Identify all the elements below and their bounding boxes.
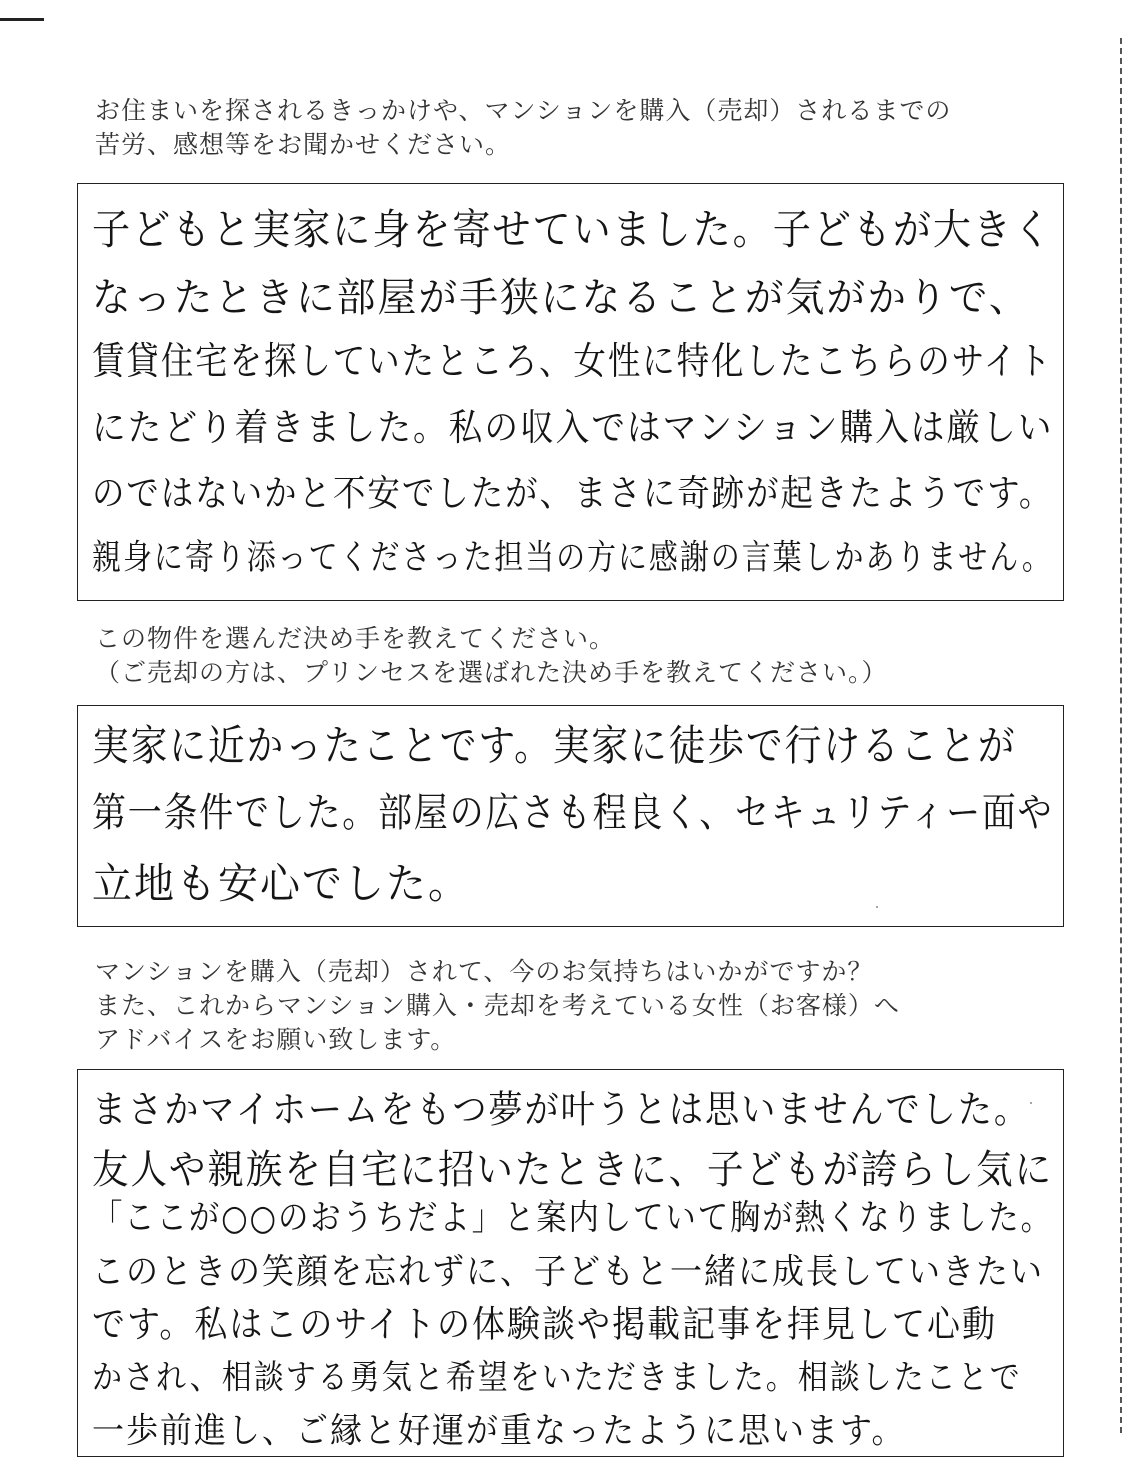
answer-3-line: かされ、相談する勇気と希望をいただきました。相談したことで (92, 1358, 1022, 1398)
answer-3-line: 「ここが○○のおうちだよ」と案内していて胸が熱くなりました。 (92, 1196, 1053, 1239)
scan-mark (0, 18, 44, 21)
answer-1-line: なったときに部屋が手狭になることが気がかりで、 (92, 274, 1030, 321)
answer-1-line: のではないかと不安でしたが、まさに奇跡が起きたようです。 (92, 471, 1054, 515)
answer-3-line: 友人や親族を自宅に招いたときに、子どもが誇らし気に (92, 1146, 1054, 1193)
answer-3-line: このときの笑顔を忘れずに、子どもと一緒に成長していきたい (92, 1250, 1045, 1293)
answer-3-line: まさかマイホームをもつ夢が叶うとは思いませんでした。 (92, 1089, 1030, 1133)
answer-1-line: 賃貸住宅を探していたところ、女性に特化したこちらのサイト (92, 340, 1053, 384)
answer-3-line: 一歩前進し、ご縁と好運が重なったように思います。 (92, 1409, 906, 1452)
answer-2-line: 立地も安心でした。 (92, 860, 470, 909)
page-edge-line (1120, 38, 1124, 1433)
question-2-prompt: この物件を選んだ決め手を教えてください。 （ご売却の方は、プリンセスを選ばれた決め手を教えてください。） (95, 624, 888, 687)
answer-2-line: 第一条件でした。部屋の広さも程良く、セキュリティー面や (92, 789, 1054, 836)
answer-2-line: 実家に近かったことです。実家に徒歩で行けることが (92, 722, 1017, 771)
answer-2-box (77, 705, 1064, 927)
question-3-prompt: マンションを購入（売却）されて、今のお気持ちはいかがですか？ また、これからマンション購入・売却を考えている女性（お客様）へ アドバイスをお願い致します。 (95, 957, 900, 1054)
scan-speck (876, 906, 878, 908)
answer-3-line: です。私はこのサイトの体験談や掲載記事を拝見して心動 (92, 1302, 998, 1346)
question-1-prompt: お住まいを探されるきっかけや、マンションを購入（売却）されるまでの 苦労、感想等をお聞かせください。 (95, 96, 952, 159)
answer-1-box (77, 183, 1064, 601)
answer-1-line: 子どもと実家に身を寄せていました。子どもが大きく (92, 206, 1053, 255)
answer-3-box (77, 1069, 1064, 1457)
answer-1-line: にたどり着きました。私の収入ではマンション購入は厳しい (92, 406, 1054, 450)
scan-speck (1030, 1102, 1032, 1104)
answer-1-line: 親身に寄り添ってくださった担当の方に感謝の言葉しかありません。 (92, 537, 1053, 579)
